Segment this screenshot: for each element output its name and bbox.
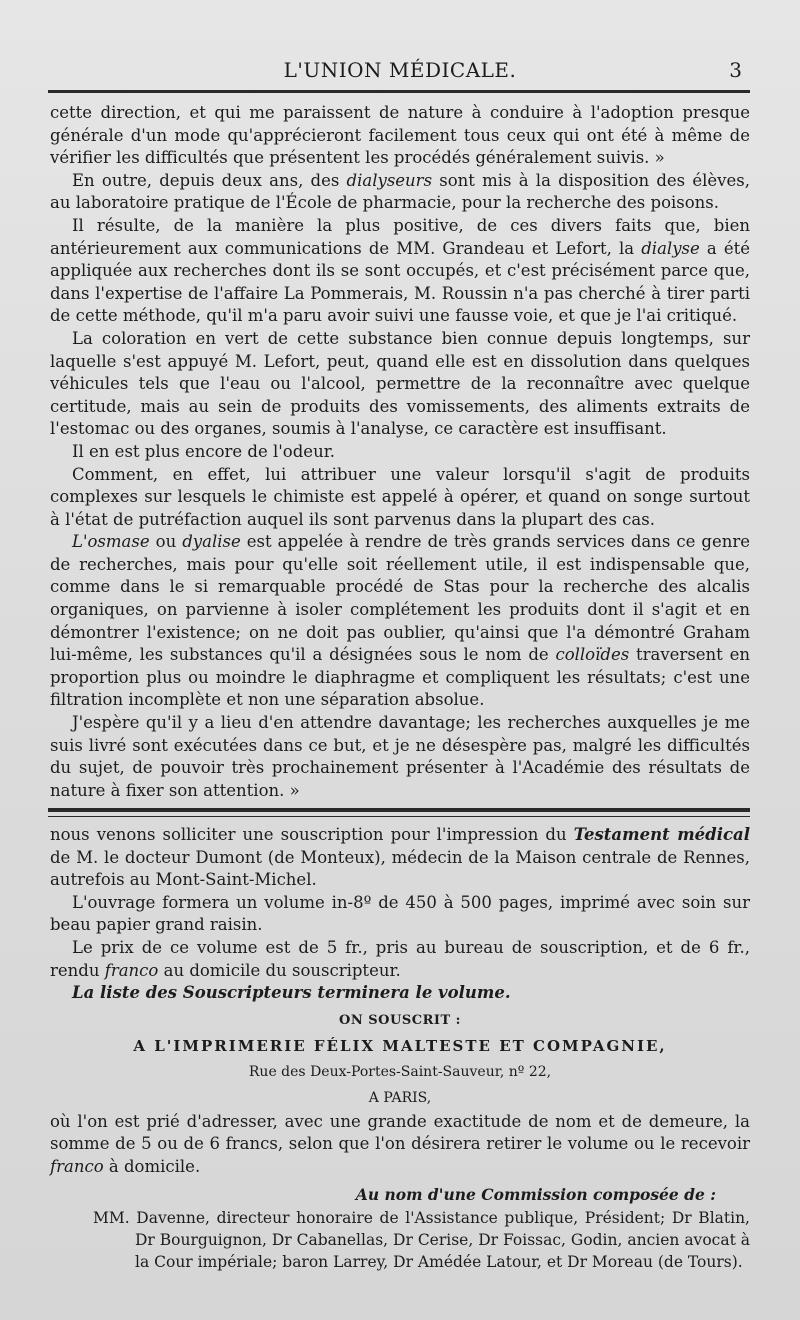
- paragraph: où l'on est prié d'adresser, avec une grande exactitude de nom et de demeure, la somme de 5 ou de 6 francs, selon que l'on désirera retirer le volume ou le recevoir franco à domicile.: [50, 1111, 750, 1176]
- paragraph: cette direction, et qui me paraissent de nature à conduire à l'adoption presque générale d'un mode qu'apprécieront facilement tous ceux qui ont été à même de vérifier les difficultés que présentent les procédés généralement suivis. »: [50, 103, 750, 168]
- page-number: 3: [729, 58, 742, 82]
- paragraph: En outre, depuis deux ans, des dialyseurs sont mis à la disposition des élèves, au laboratoire pratique de l'École de pharmacie, pour la recherche des poisons.: [50, 170, 750, 213]
- paragraph: J'espère qu'il y a lieu d'en attendre davantage; les recherches auxquelles je me suis livré sont exécutées dans ce but, et je ne désespère pas, malgré les difficultés du sujet, de pouvoir très prochainement présenter à l'Académie des résultats de nature à fixer son attention. »: [50, 713, 750, 800]
- paragraph: Le prix de ce volume est de 5 fr., pris au bureau de souscription, et de 6 fr., rendu franco au domicile du souscripteur.: [50, 937, 750, 980]
- paragraph: Il en est plus encore de l'odeur.: [72, 441, 336, 461]
- paragraph: nous venons solliciter une souscription pour l'impression du Testament médical de M. le docteur Dumont (de Monteux), médecin de la Maison centrale de Rennes, autrefois au Mont-Saint-Michel.: [50, 825, 750, 890]
- paragraph: L'ouvrage formera un volume in-8º de 450 à 500 pages, imprimé avec soin sur beau papier grand raisin.: [50, 892, 750, 935]
- commission-title: Au nom d'une Commission composée de :: [355, 1184, 716, 1204]
- header-rule: [48, 90, 750, 93]
- paragraph: La coloration en vert de cette substance bien connue depuis longtemps, sur laquelle s'est appuyé M. Lefort, peut, quand elle est en dissolution dans quelques véhicules tels que l'eau ou l'alcool, permettre de la reconnaître avec quelque certitude, mais au sein de produits des vomissements, des aliments extraits de l'estomac ou des organes, soumis à l'analyse, ce caractère est insuffisant.: [50, 328, 750, 439]
- paragraph: L'osmase ou dyalise est appelée à rendre de très grands services dans ce genre de recherches, mais pour qu'elle soit réellement utile, il est indispensable que, comme dans le si remarquable procédé de Stas pour la recherche des alcalis organiques, on parvienne à isoler complétement les produits dont il s'agit et en démontrer l'existence; on ne doit pas oublier, qu'ainsi que l'a démontré Graham lui-même, les substances qu'il a désignées sous le nom de colloïdes traversent en proportion plus ou moindre le diaphragme et compliquent les résultats; c'est une filtration incomplète et non une séparation absolue.: [50, 532, 750, 710]
- city: A PARIS,: [368, 1089, 432, 1106]
- page-header: [50, 54, 750, 88]
- paragraph: Comment, en effet, lui attribuer une valeur lorsqu'il s'agit de produits complexes sur lesquels le chimiste est appelé à opérer, et quand on songe surtout à l'état de putréfaction auquel ils sont parvenus dans la plupart des cas.: [50, 464, 750, 529]
- section-divider-thin: [48, 816, 750, 817]
- section-divider-thick: [48, 808, 750, 812]
- printer-address: Rue des Deux-Portes-Saint-Sauveur, nº 22,: [248, 1063, 552, 1080]
- subscribers-note: La liste des Souscripteurs terminera le volume.: [72, 983, 511, 1003]
- on-souscrit-label: ON SOUSCRIT :: [339, 1012, 461, 1028]
- article-continuation: [50, 102, 750, 802]
- commission-members: MM. Davenne, directeur honoraire de l'Assistance publique, Président; Dr Blatin, Dr Bourguignon, Dr Cabanellas, Dr Cerise, Dr Foissac, Godin, ancien avocat à la Cour impériale; baron Larrey, Dr Amédée Latour, et Dr Moreau (de Tours).: [93, 1208, 750, 1271]
- paragraph: Il résulte, de la manière la plus positive, de ces divers faits que, bien antérieurement aux communications de MM. Grandeau et Lefort, la dialyse a été appliquée aux recherches dont ils se sont occupés, et c'est précisément parce que, dans l'expertise de l'affaire La Pommerais, M. Roussin n'a pas cherché à tirer parti de cette méthode, qu'il m'a paru avoir suivi une fausse voie, et que je l'ai critiqué.: [50, 215, 750, 326]
- printer-name: A L'IMPRIMERIE FÉLIX MALTESTE ET COMPAGNIE,: [133, 1036, 667, 1055]
- subscription-notice: [50, 824, 750, 1273]
- journal-title: L'UNION MÉDICALE.: [283, 58, 517, 82]
